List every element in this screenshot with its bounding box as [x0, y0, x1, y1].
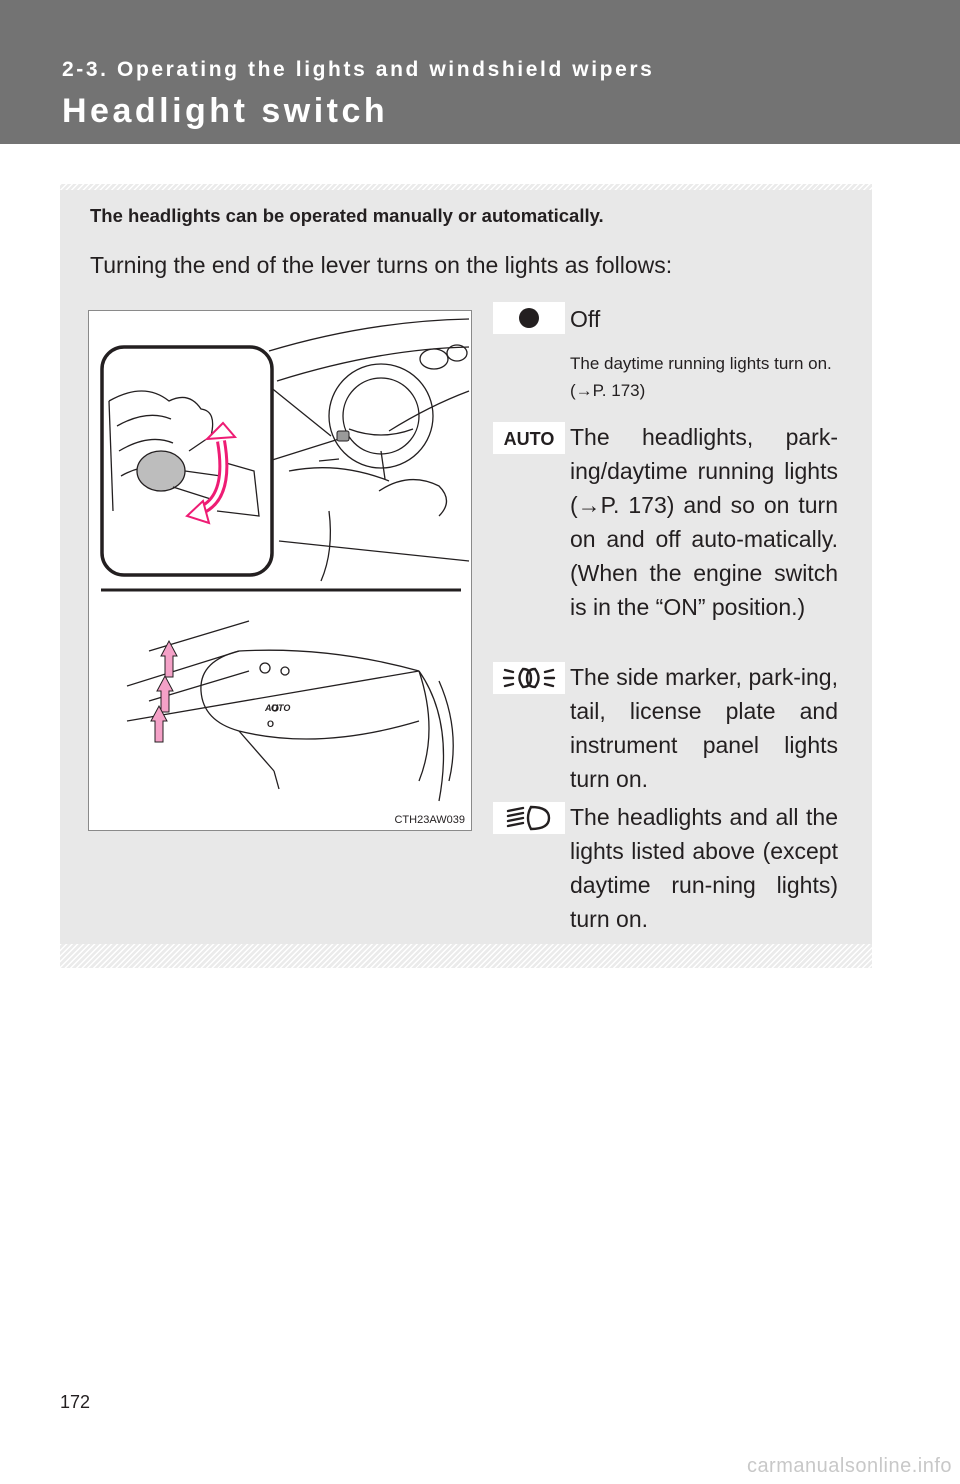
parking-lights-icon	[493, 662, 565, 694]
chapter-header	[0, 0, 960, 144]
panel-bottom-hatch	[60, 944, 872, 968]
parking-lights-symbol	[493, 662, 565, 694]
off-symbol	[493, 302, 565, 334]
page-number: 172	[60, 1392, 91, 1412]
lever-illustration-drawing	[89, 311, 473, 832]
lever-illustration	[88, 310, 472, 831]
lever-auto-label: AUTO	[265, 703, 291, 713]
off-label: Off	[570, 306, 601, 332]
page-title: Headlight switch	[62, 92, 389, 130]
auto-icon	[493, 422, 565, 454]
auto-symbol	[493, 422, 565, 454]
panel-top-hatch	[60, 184, 872, 190]
section-label: 2-3. Operating the lights and windshield wipers	[62, 58, 655, 81]
watermark: carmanualsonline.info	[746, 1455, 952, 1477]
intro-summary: The headlights can be operated manually or automatically.	[90, 205, 604, 226]
intro-instruction: Turning the end of the lever turns on the lights as follows:	[90, 252, 673, 278]
svg-text:AUTO: AUTO	[503, 429, 555, 449]
headlight-description: The headlights and all the lights listed above (except daytime run-ning lights) turn on.	[570, 804, 838, 932]
headlight-symbol	[493, 802, 565, 834]
parking-lights-description: The side marker, park-ing, tail, license plate and instrument panel lights turn on.	[570, 664, 838, 792]
headlight-icon	[493, 802, 565, 834]
lever-off-label: O	[267, 719, 275, 729]
off-icon	[493, 302, 565, 334]
off-note: The daytime running lights turn on. (→P. 173)	[570, 354, 832, 400]
figure-code: CTH23AW039	[394, 814, 465, 826]
auto-description: The headlights, park-ing/daytime running lights (→P. 173) and so on turn on and off auto-matically. (When the engine switch is in the “ON” position.)	[570, 424, 838, 620]
